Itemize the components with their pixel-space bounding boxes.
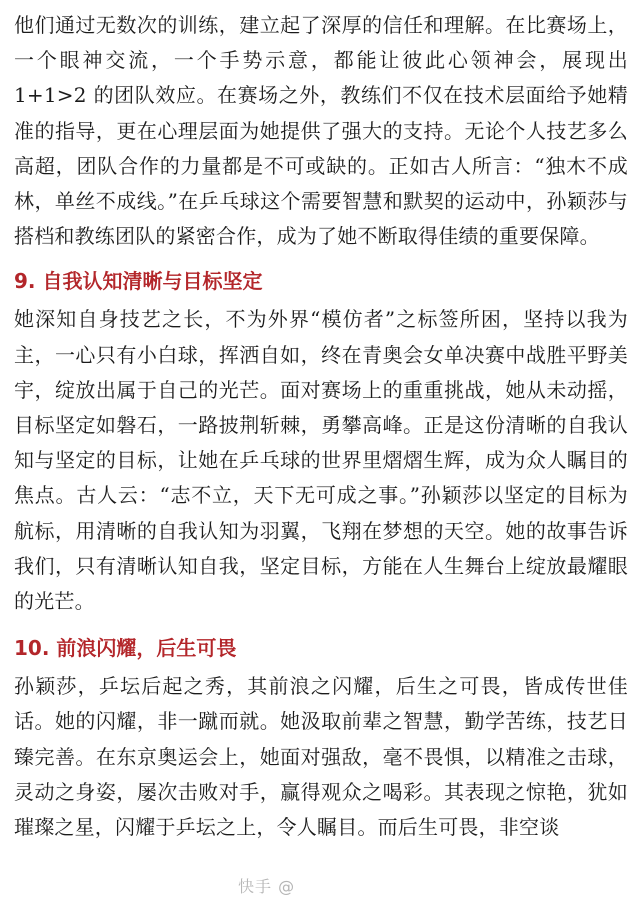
kuaishou-watermark: 快手 @ <box>238 877 296 896</box>
section-9-paragraph: 她深知自身技艺之长，不为外界“模仿者”之标签所困，坚持以我为主，一心只有小白球，挥洒自如，终在青奥会女单决赛中战胜平野美宇，绽放出属于自己的光芒。面对赛场上的重重挑战，她从未动摇，目标坚定如磐石，一路披荆斩棘，勇攀高峰。正是这份清晰的自我认知与坚定的目标，让她在乒乓球的世界里熠熠生辉，成为众人瞩目的焦点。古人云：“志不立，天下无可成之事。”孙颖莎以坚定的目标为航标，用清晰的自我认知为羽翼，飞翔在梦想的天空。她的故事告诉我们，只有清晰认知自我，坚定目标，方能在人生舞台上绽放最耀眼的光芒。 <box>14 307 628 614</box>
section-10-heading: 10. 前浪闪耀，后生可畏 <box>14 636 237 661</box>
section-8-paragraph: 他们通过无数次的训练，建立起了深厚的信任和理解。在比赛场上，一个眼神交流，一个手势示意，都能让彼此心领神会，展现出 1+1>2 的团队效应。在赛场之外，教练们不仅在技术层面给予她精准的指导，更在心理层面为她提供了强大的支持。无论个人技艺多么高超，团队合作的力量都是不可或缺的。正如古人所言：“独木不成林，单丝不成线。”在乒乓球这个需要智慧和默契的运动中，孙颖莎与搭档和教练团队的紧密合作，成为了她不断取得佳绩的重要保障。 <box>14 13 628 249</box>
section-9-heading: 9. 自我认知清晰与目标坚定 <box>14 269 263 294</box>
section-10-paragraph: 孙颖莎，乒坛后起之秀，其前浪之闪耀，后生之可畏，皆成传世佳话。她的闪耀，非一蹴而就。她汲取前辈之智慧，勤学苦练，技艺日臻完善。在东京奥运会上，她面对强敌，毫不畏惧，以精准之击球，灵动之身姿，屡次击败对手，赢得观众之喝彩。其表现之惊艳，犹如璀璨之星，闪耀于乒坛之上，令人瞩目。而后生可畏，非空谈 <box>14 674 628 840</box>
